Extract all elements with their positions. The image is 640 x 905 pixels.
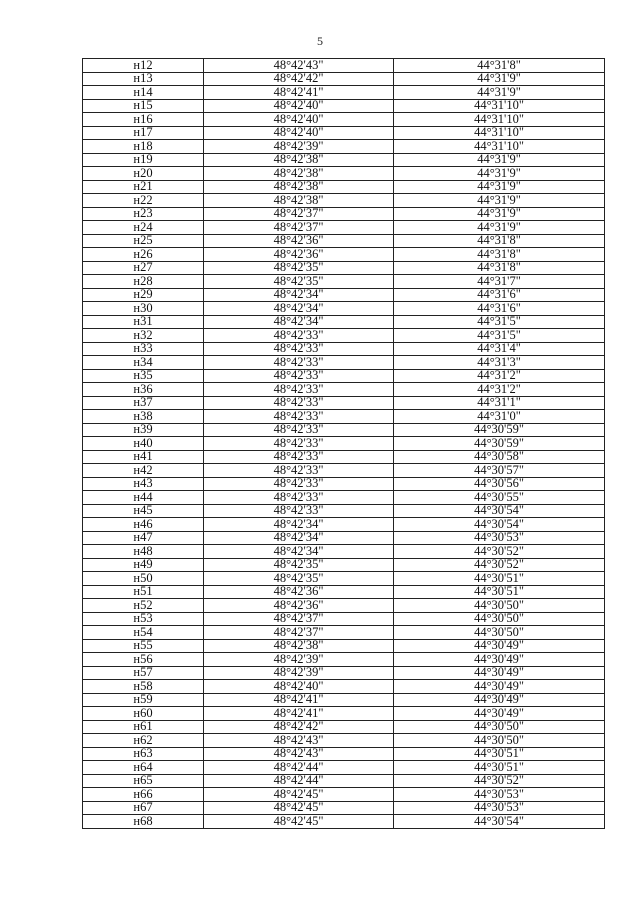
latitude-cell: 48°42'34" [204, 531, 394, 545]
table-row [83, 167, 605, 181]
longitude-cell: 44°30'49" [394, 653, 605, 667]
latitude-cell: 48°42'35" [204, 275, 394, 289]
latitude-cell: 48°42'40" [204, 680, 394, 694]
table-row [83, 599, 605, 613]
point-id-cell: н33 [83, 342, 204, 356]
point-id-cell: н37 [83, 396, 204, 410]
longitude-cell: 44°31'4" [394, 342, 605, 356]
latitude-cell: 48°42'42" [204, 720, 394, 734]
table-row [83, 86, 605, 100]
latitude-cell: 48°42'38" [204, 639, 394, 653]
table-row [83, 221, 605, 235]
latitude-cell: 48°42'37" [204, 626, 394, 640]
latitude-cell: 48°42'36" [204, 234, 394, 248]
table-row [83, 288, 605, 302]
point-id-cell: н36 [83, 383, 204, 397]
table-row [83, 653, 605, 667]
longitude-cell: 44°30'56" [394, 477, 605, 491]
table-row [83, 369, 605, 383]
longitude-cell: 44°31'9" [394, 221, 605, 235]
latitude-cell: 48°42'39" [204, 666, 394, 680]
latitude-cell: 48°42'36" [204, 248, 394, 262]
longitude-cell: 44°31'10" [394, 126, 605, 140]
point-id-cell: н21 [83, 180, 204, 194]
point-id-cell: н30 [83, 302, 204, 316]
point-id-cell: н39 [83, 423, 204, 437]
point-id-cell: н16 [83, 113, 204, 127]
latitude-cell: 48°42'33" [204, 410, 394, 424]
table-row [83, 477, 605, 491]
point-id-cell: н32 [83, 329, 204, 343]
longitude-cell: 44°31'2" [394, 383, 605, 397]
point-id-cell: н50 [83, 572, 204, 586]
latitude-cell: 48°42'33" [204, 383, 394, 397]
longitude-cell: 44°30'50" [394, 599, 605, 613]
longitude-cell: 44°31'3" [394, 356, 605, 370]
table-row [83, 585, 605, 599]
longitude-cell: 44°30'52" [394, 558, 605, 572]
point-id-cell: н23 [83, 207, 204, 221]
point-id-cell: н67 [83, 801, 204, 815]
longitude-cell: 44°30'53" [394, 531, 605, 545]
table-row [83, 558, 605, 572]
latitude-cell: 48°42'33" [204, 464, 394, 478]
table-row [83, 450, 605, 464]
table-row [83, 761, 605, 775]
point-id-cell: н45 [83, 504, 204, 518]
table-row [83, 491, 605, 505]
latitude-cell: 48°42'35" [204, 261, 394, 275]
table-row [83, 410, 605, 424]
table-row [83, 113, 605, 127]
table-row [83, 126, 605, 140]
table-row [83, 356, 605, 370]
longitude-cell: 44°31'7" [394, 275, 605, 289]
point-id-cell: н64 [83, 761, 204, 775]
latitude-cell: 48°42'33" [204, 356, 394, 370]
point-id-cell: н28 [83, 275, 204, 289]
table-row [83, 707, 605, 721]
longitude-cell: 44°31'6" [394, 302, 605, 316]
table-row [83, 518, 605, 532]
point-id-cell: н13 [83, 72, 204, 86]
table-row [83, 815, 605, 829]
latitude-cell: 48°42'43" [204, 747, 394, 761]
table-row [83, 774, 605, 788]
table-row [83, 504, 605, 518]
longitude-cell: 44°31'8" [394, 234, 605, 248]
longitude-cell: 44°31'9" [394, 180, 605, 194]
table-row [83, 99, 605, 113]
latitude-cell: 48°42'34" [204, 288, 394, 302]
point-id-cell: н35 [83, 369, 204, 383]
table-row [83, 464, 605, 478]
longitude-cell: 44°31'2" [394, 369, 605, 383]
longitude-cell: 44°31'1" [394, 396, 605, 410]
point-id-cell: н25 [83, 234, 204, 248]
latitude-cell: 48°42'35" [204, 572, 394, 586]
longitude-cell: 44°31'8" [394, 59, 605, 73]
longitude-cell: 44°30'57" [394, 464, 605, 478]
point-id-cell: н66 [83, 788, 204, 802]
longitude-cell: 44°30'49" [394, 707, 605, 721]
latitude-cell: 48°42'34" [204, 315, 394, 329]
point-id-cell: н26 [83, 248, 204, 262]
point-id-cell: н18 [83, 140, 204, 154]
latitude-cell: 48°42'45" [204, 788, 394, 802]
table-row [83, 329, 605, 343]
table-row [83, 545, 605, 559]
longitude-cell: 44°30'58" [394, 450, 605, 464]
longitude-cell: 44°31'9" [394, 153, 605, 167]
table-row [83, 140, 605, 154]
point-id-cell: н61 [83, 720, 204, 734]
longitude-cell: 44°30'59" [394, 423, 605, 437]
longitude-cell: 44°30'54" [394, 815, 605, 829]
latitude-cell: 48°42'41" [204, 693, 394, 707]
point-id-cell: н34 [83, 356, 204, 370]
longitude-cell: 44°31'8" [394, 261, 605, 275]
point-id-cell: н44 [83, 491, 204, 505]
point-id-cell: н27 [83, 261, 204, 275]
longitude-cell: 44°30'54" [394, 504, 605, 518]
point-id-cell: н47 [83, 531, 204, 545]
point-id-cell: н43 [83, 477, 204, 491]
longitude-cell: 44°30'49" [394, 639, 605, 653]
point-id-cell: н68 [83, 815, 204, 829]
point-id-cell: н12 [83, 59, 204, 73]
table-row [83, 801, 605, 815]
table-row [83, 261, 605, 275]
table-row [83, 788, 605, 802]
point-id-cell: н19 [83, 153, 204, 167]
point-id-cell: н54 [83, 626, 204, 640]
point-id-cell: н55 [83, 639, 204, 653]
point-id-cell: н51 [83, 585, 204, 599]
point-id-cell: н24 [83, 221, 204, 235]
table-row [83, 734, 605, 748]
latitude-cell: 48°42'43" [204, 734, 394, 748]
longitude-cell: 44°31'10" [394, 113, 605, 127]
table-row [83, 248, 605, 262]
point-id-cell: н20 [83, 167, 204, 181]
table-row [83, 396, 605, 410]
table-row [83, 342, 605, 356]
latitude-cell: 48°42'33" [204, 329, 394, 343]
table-row [83, 72, 605, 86]
latitude-cell: 48°42'37" [204, 612, 394, 626]
point-id-cell: н46 [83, 518, 204, 532]
table-row [83, 693, 605, 707]
point-id-cell: н41 [83, 450, 204, 464]
point-id-cell: н40 [83, 437, 204, 451]
latitude-cell: 48°42'33" [204, 396, 394, 410]
point-id-cell: н31 [83, 315, 204, 329]
longitude-cell: 44°30'52" [394, 545, 605, 559]
latitude-cell: 48°42'41" [204, 86, 394, 100]
latitude-cell: 48°42'43" [204, 59, 394, 73]
longitude-cell: 44°31'5" [394, 329, 605, 343]
point-id-cell: н65 [83, 774, 204, 788]
point-id-cell: н38 [83, 410, 204, 424]
latitude-cell: 48°42'44" [204, 774, 394, 788]
point-id-cell: н49 [83, 558, 204, 572]
coordinates-table-body [83, 59, 605, 829]
longitude-cell: 44°30'51" [394, 761, 605, 775]
table-row [83, 666, 605, 680]
longitude-cell: 44°30'51" [394, 572, 605, 586]
latitude-cell: 48°42'36" [204, 585, 394, 599]
point-id-cell: н58 [83, 680, 204, 694]
page-number: 5 [317, 34, 323, 48]
table-row [83, 626, 605, 640]
latitude-cell: 48°42'33" [204, 504, 394, 518]
point-id-cell: н14 [83, 86, 204, 100]
latitude-cell: 48°42'37" [204, 207, 394, 221]
latitude-cell: 48°42'36" [204, 599, 394, 613]
point-id-cell: н62 [83, 734, 204, 748]
table-row [83, 639, 605, 653]
longitude-cell: 44°31'9" [394, 194, 605, 208]
latitude-cell: 48°42'45" [204, 815, 394, 829]
longitude-cell: 44°30'59" [394, 437, 605, 451]
longitude-cell: 44°31'10" [394, 140, 605, 154]
latitude-cell: 48°42'35" [204, 558, 394, 572]
point-id-cell: н29 [83, 288, 204, 302]
latitude-cell: 48°42'33" [204, 423, 394, 437]
latitude-cell: 48°42'38" [204, 180, 394, 194]
table-row [83, 207, 605, 221]
latitude-cell: 48°42'33" [204, 450, 394, 464]
table-row [83, 153, 605, 167]
latitude-cell: 48°42'33" [204, 369, 394, 383]
longitude-cell: 44°30'53" [394, 788, 605, 802]
longitude-cell: 44°30'53" [394, 801, 605, 815]
table-row [83, 747, 605, 761]
coordinates-table [82, 58, 605, 829]
longitude-cell: 44°30'50" [394, 734, 605, 748]
longitude-cell: 44°31'9" [394, 86, 605, 100]
latitude-cell: 48°42'34" [204, 302, 394, 316]
longitude-cell: 44°30'52" [394, 774, 605, 788]
table-row [83, 437, 605, 451]
point-id-cell: н48 [83, 545, 204, 559]
latitude-cell: 48°42'33" [204, 491, 394, 505]
longitude-cell: 44°30'51" [394, 585, 605, 599]
longitude-cell: 44°30'49" [394, 680, 605, 694]
longitude-cell: 44°31'8" [394, 248, 605, 262]
table-row [83, 180, 605, 194]
latitude-cell: 48°42'42" [204, 72, 394, 86]
table-row [83, 302, 605, 316]
latitude-cell: 48°42'38" [204, 167, 394, 181]
table-row [83, 572, 605, 586]
latitude-cell: 48°42'37" [204, 221, 394, 235]
latitude-cell: 48°42'41" [204, 707, 394, 721]
longitude-cell: 44°30'49" [394, 666, 605, 680]
latitude-cell: 48°42'38" [204, 153, 394, 167]
latitude-cell: 48°42'34" [204, 545, 394, 559]
table-row [83, 59, 605, 73]
point-id-cell: н53 [83, 612, 204, 626]
point-id-cell: н57 [83, 666, 204, 680]
table-row [83, 234, 605, 248]
table-row [83, 680, 605, 694]
latitude-cell: 48°42'33" [204, 477, 394, 491]
longitude-cell: 44°31'10" [394, 99, 605, 113]
longitude-cell: 44°30'55" [394, 491, 605, 505]
point-id-cell: н63 [83, 747, 204, 761]
longitude-cell: 44°30'50" [394, 720, 605, 734]
latitude-cell: 48°42'33" [204, 437, 394, 451]
longitude-cell: 44°30'50" [394, 612, 605, 626]
table-row [83, 275, 605, 289]
point-id-cell: н17 [83, 126, 204, 140]
longitude-cell: 44°31'5" [394, 315, 605, 329]
longitude-cell: 44°30'49" [394, 693, 605, 707]
longitude-cell: 44°31'9" [394, 167, 605, 181]
point-id-cell: н22 [83, 194, 204, 208]
point-id-cell: н56 [83, 653, 204, 667]
table-row [83, 423, 605, 437]
longitude-cell: 44°31'6" [394, 288, 605, 302]
latitude-cell: 48°42'39" [204, 140, 394, 154]
latitude-cell: 48°42'34" [204, 518, 394, 532]
latitude-cell: 48°42'33" [204, 342, 394, 356]
point-id-cell: н59 [83, 693, 204, 707]
latitude-cell: 48°42'38" [204, 194, 394, 208]
latitude-cell: 48°42'39" [204, 653, 394, 667]
longitude-cell: 44°31'0" [394, 410, 605, 424]
latitude-cell: 48°42'40" [204, 126, 394, 140]
longitude-cell: 44°30'54" [394, 518, 605, 532]
table-row [83, 612, 605, 626]
latitude-cell: 48°42'40" [204, 99, 394, 113]
point-id-cell: н42 [83, 464, 204, 478]
latitude-cell: 48°42'44" [204, 761, 394, 775]
table-row [83, 383, 605, 397]
longitude-cell: 44°31'9" [394, 72, 605, 86]
longitude-cell: 44°31'9" [394, 207, 605, 221]
point-id-cell: н52 [83, 599, 204, 613]
longitude-cell: 44°30'51" [394, 747, 605, 761]
table-row [83, 720, 605, 734]
longitude-cell: 44°30'50" [394, 626, 605, 640]
table-row [83, 531, 605, 545]
point-id-cell: н60 [83, 707, 204, 721]
point-id-cell: н15 [83, 99, 204, 113]
latitude-cell: 48°42'45" [204, 801, 394, 815]
latitude-cell: 48°42'40" [204, 113, 394, 127]
table-row [83, 194, 605, 208]
table-row [83, 315, 605, 329]
